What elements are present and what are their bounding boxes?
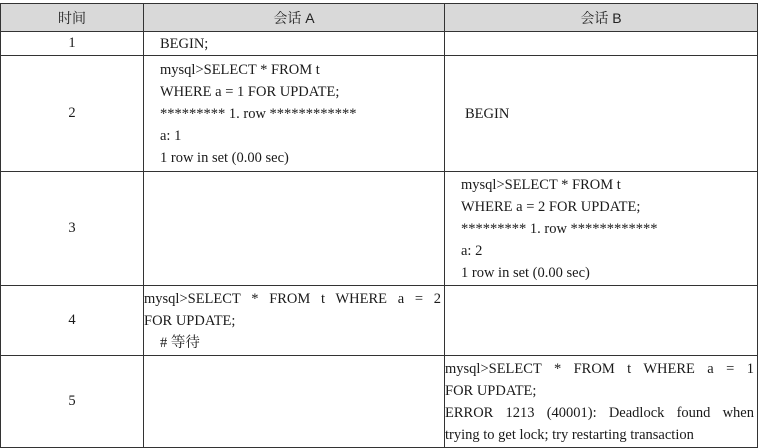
session-a-cell [144, 172, 445, 286]
table-row [1, 32, 758, 56]
session-a-column-header: 会话 A [144, 4, 445, 32]
session-b-cell [445, 286, 758, 356]
time-cell: 3 [1, 172, 144, 286]
time-cell: 2 [1, 56, 144, 172]
code-line: # 等待 [160, 334, 200, 351]
code-line: ********* 1. row ************ [461, 220, 658, 237]
code-line: ERROR 1213 (40001): Deadlock found when [445, 404, 754, 421]
code-line: mysql>SELECT * FROM t [461, 176, 621, 193]
table-row [1, 286, 758, 356]
session-b-cell [445, 356, 758, 448]
code-line: mysql>SELECT * FROM t WHERE a = 2 [144, 290, 441, 307]
code-line: 1 row in set (0.00 sec) [160, 149, 289, 166]
code-line: a: 2 [461, 242, 483, 259]
code-line: FOR UPDATE; [144, 312, 236, 329]
session-a-cell [144, 56, 445, 172]
session-b-column-header: 会话 B [445, 4, 758, 32]
code-line: a: 1 [160, 127, 182, 144]
header-row [1, 4, 758, 32]
session-b-cell [445, 172, 758, 286]
session-a-cell [144, 286, 445, 356]
code-line: WHERE a = 2 FOR UPDATE; [461, 198, 641, 215]
session-b-cell [445, 56, 758, 172]
time-cell: 1 [1, 32, 144, 56]
table-row [1, 356, 758, 448]
session-a-cell [144, 32, 445, 56]
table-row [1, 56, 758, 172]
code-line: 1 row in set (0.00 sec) [461, 264, 590, 281]
time-column-header: 时间 [1, 4, 144, 32]
session-a-cell [144, 356, 445, 448]
code-line: ********* 1. row ************ [160, 105, 357, 122]
time-cell: 5 [1, 356, 144, 448]
deadlock-timeline-table [0, 3, 758, 448]
table-row [1, 172, 758, 286]
time-cell: 4 [1, 286, 144, 356]
session-b-cell [445, 32, 758, 56]
code-line: BEGIN [465, 105, 510, 122]
code-line: BEGIN; [160, 35, 209, 52]
code-line: WHERE a = 1 FOR UPDATE; [160, 83, 340, 100]
code-line: mysql>SELECT * FROM t WHERE a = 1 [445, 360, 754, 377]
code-line: trying to get lock; try restarting transaction [445, 426, 694, 443]
code-line: FOR UPDATE; [445, 382, 537, 399]
code-line: mysql>SELECT * FROM t [160, 61, 320, 78]
